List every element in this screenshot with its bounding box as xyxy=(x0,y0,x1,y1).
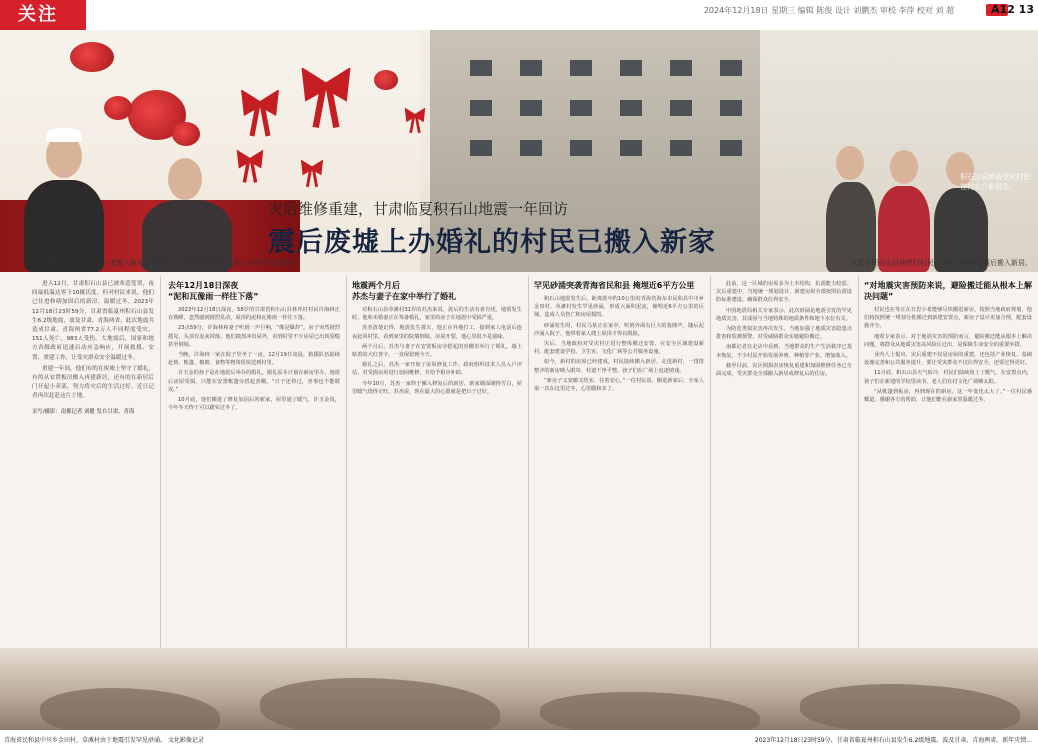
column-3 xyxy=(352,280,522,398)
body-paragraph: 今年10月，苏杰一家终于搬入修复后的新居。新家墙面刷得雪白，屋里暖气烧得正旺。苏杰说，现在最大的心愿就是把日子过好。 xyxy=(352,380,522,395)
column-divider xyxy=(160,276,161,706)
landslide-photo xyxy=(0,648,1038,730)
hero-photo xyxy=(0,30,1038,272)
white-cap xyxy=(46,128,82,142)
bow-knot-icon xyxy=(300,160,324,188)
body-paragraph: 23点59分，许海林和妻子听到一声巨响，“像是爆炸”。房子突然剧烈摇晃，头顶有泥灰掉落。他们摸黑冲出屋外，看到村里不少房屋已出现裂缝甚至倒塌。 xyxy=(168,325,340,348)
body-paragraph: 许玉金的孙子是在地震后举办的婚礼。婚礼原本计划在新房里办，地震后房屋受损，只能在安置帐篷旁搭起喜棚。“日子还得过，喜事也不能耽误。” xyxy=(168,370,340,393)
body-paragraph: 业内人士提出，灾后重建不仅是房屋的重建，还包括产业恢复、基础设施完善和公共服务提升，要让受灾群众不仅住得安全，还要过得更好。 xyxy=(864,352,1032,367)
section-label: 关注 xyxy=(0,0,86,30)
bow-knot-icon xyxy=(300,68,352,130)
body-paragraph: 为防范类似灾害再次发生，当地加强了地质灾害隐患点排查和监测预警，对受威胁群众实施避险搬迁。 xyxy=(716,326,852,341)
section-subheading: 罕见砂涌突袭青海省民和县 掩埋近6平方公里 xyxy=(534,281,695,290)
body-paragraph: 对积石山县草滩村31岁的苏杰来说，震后的生活有喜有忧。地震发生时，他和未婚妻正在筹备婚礼，家里的房子在地震中受损严重。 xyxy=(352,307,522,322)
body-paragraph: 村民也在等正在日思小希能够尽快搬进新房。按照当地政府规划，他们将按照统一规划分批搬迁到新建安置点，新房子设计更加合理，配套设施齐全。 xyxy=(864,307,1032,330)
body-paragraph: “新房子又宽敞又结实，住着安心。”一位村民说，搬进新家后，全家人第一次在这里过冬，心里暖和多了。 xyxy=(534,377,704,393)
body-paragraph: 地震专家表示，对于地震灾害的预防而言，避险搬迁能从根本上解决问题，将群众从地质灾害高风险区迁出，是保障生命安全的重要举措。 xyxy=(864,333,1032,348)
column-2 xyxy=(168,280,340,414)
body-paragraph: 苏杰清楚记得，地震发生那天，他正在外地打工，接到家人电话后连夜赶回村里。看到家里的院墙倒塌、房屋开裂，他心里很不是滋味。 xyxy=(352,325,522,340)
body-paragraph: 当晚，许海林一家在院子里坐了一夜。12月19日凌晨，救援队伍陆续赶到，帐篷、棉被、食物等物资很快送到村里。 xyxy=(168,352,340,367)
body-paragraph: 南都记者在走访中看到，当地群众的生产生活秩序已基本恢复，不少村民开始发展养殖、种植等产业，增加收入。 xyxy=(716,344,852,359)
photo-caption-right: 甘肃省积石山县林坪村村民在一起，家中在震后搬入新居。 xyxy=(850,259,1032,267)
headline-block xyxy=(268,198,808,272)
column-5 xyxy=(716,280,852,380)
column-divider xyxy=(528,276,529,706)
body-paragraph: 10月底，他们搬进了修复加固后的新家，屋里通了暖气，许玉金说，今年冬天终于可以踏实过冬了。 xyxy=(168,397,340,412)
lead-paragraph: 进入12月，甘肃积石山县已被寒意笼罩，夜间最低温达零下10摄氏度。但对村民来说，他们已住进修缮加固后的新房，温暖过冬。2023年12月18日23时59分，甘肃省临夏州积石山县发生6.2级地震，波及甘肃、青海两省，此次地震共造成甘肃、青海两省77.2万人不同程度受灾，151人死亡，983人受伤。大地震后，国家和地方各级政府迅速启动应急响应，开展救援、安置、重建工作，让受灾群众安全温暖过冬。 xyxy=(32,281,154,361)
footer-caption-left: 青海省民和县中川乡金田村，草滩村由于地震引发罕见砂涌。 文化影像记录 xyxy=(4,737,204,744)
column-divider xyxy=(346,276,347,706)
lantern-icon xyxy=(104,96,132,120)
lantern-icon xyxy=(70,42,114,72)
villager-head xyxy=(890,150,918,184)
column-divider xyxy=(710,276,711,706)
body-paragraph: 积石山地震发生后，距离震中约10公里的青海省海东市民和县中川乡金田村、草滩村发生罕见砂涌，形成大面积泥流，掩埋近6平方公里的区域，造成人员伤亡和房屋损毁。 xyxy=(534,296,704,319)
byline: 采写/摄影：南都记者 刘健 发自甘肃、青海 xyxy=(32,408,135,415)
bow-knot-icon xyxy=(236,150,264,184)
column-6 xyxy=(864,280,1032,406)
body-paragraph: 灾后，当地政府对受灾村庄进行整体搬迁安置，在安全区域建设新村，配套建设学校、卫生室、文化广场等公共服务设施。 xyxy=(534,341,704,356)
body-paragraph: 两个月后，苏杰与妻子在安置板房旁搭起的喜棚里举行了婚礼。墙上贴着的大红喜字，一直保留到今天。 xyxy=(352,343,522,359)
column-4 xyxy=(534,280,704,395)
section-subheading: 地震两个月后 苏杰与妻子在家中举行了婚礼 xyxy=(352,281,456,301)
headline-kicker: 灾后维修重建，甘肃临夏积石山地震一年回访 xyxy=(268,200,569,218)
edition-meta: 2024年12月18日 星期三 编辑 陈俊 设计 刘鹏杰 审校 李萍 校对 刘 超 xyxy=(703,6,954,15)
bow-knot-icon xyxy=(404,108,426,134)
body-paragraph: 重建一年间，他们有的在废墟上坚守了婚礼，有的从安置板房搬入再建新居，还有的在新居后门开起小卖部，努力将灾后的生活过好。近日记者再次赶赴这片土地。 xyxy=(32,365,154,400)
body-paragraph: 2023年12月18日深夜，58岁的甘肃省积石山县林坪村村民许海林正在熟睡，忽然感到剧烈晃动，屋顶的泥和瓦像雨一样往下落。 xyxy=(168,307,340,322)
body-paragraph: 截至目前，灾区倒损农房恢复重建和加固维修任务已全面完成，受灾群众全部搬入新居或修复后的住房。 xyxy=(716,362,852,378)
page-footer xyxy=(0,730,1038,750)
body-paragraph: 如今，新村的房屋已经建成，村民陆续搬入新居。走进新村，一排排整齐的新房映入眼帘，村道干净平整，孩子们在广场上追逐嬉戏。 xyxy=(534,359,704,374)
body-paragraph: 此前，这一区域的房屋多为土木结构，抗震能力较弱。灾后重建中，当地统一规划设计，新建房屋全部按照抗震设防标准建设，确保群众住得安全。 xyxy=(716,281,852,304)
page-header xyxy=(0,0,1038,30)
main-headline: 震后废墟上办婚礼的村民已搬入新家 xyxy=(268,227,716,258)
body-paragraph: 砂涌发生时，村民马某正在家中，听到外面有巨大的轰隆声，随后泥沙涌入院子，他带着家人爬上屋顶才得以脱险。 xyxy=(534,322,704,337)
body-paragraph: 中国地震局相关专家表示，此次砂涌是地震引发的罕见地质灾害，其成因与当地特殊的地质条件和地下水位有关。 xyxy=(716,307,852,322)
bride-head xyxy=(168,158,202,200)
photo-caption-left: 「今年10月，苏杰(右)一家搬入修复后的新居。/ 苏杰结婚时贴在墙上的喜字仍保留着。 xyxy=(32,259,303,267)
body-paragraph: 婚礼之后，苏杰一家开始了房屋修复工作。政府组织技术人员入户评估，对受损房屋进行加固维修，并给予相应补助。 xyxy=(352,362,522,377)
lantern-icon xyxy=(172,122,200,146)
footer-caption-right: 2023年12月18日23时59分，甘肃省临夏州积石山县发生6.2级地震，波及甘肃、青海两省。新年灾情... xyxy=(754,737,1032,744)
body-paragraph: 11月底，积石山县天气转冷，村民们陆续用上了暖气。在安置点内，孩子们在新建的学校里读书，老人们在村文化广场晒太阳。 xyxy=(864,370,1032,385)
section-subheading: 去年12月18日深夜 “泥和瓦像雨一样往下落” xyxy=(168,281,259,301)
villager-head xyxy=(836,146,864,180)
column-divider xyxy=(858,276,859,706)
body-paragraph: “从帐篷到板房，再到现在的新房，这一年变化太大了。”一位村民感慨道，感谢各方的帮助，让他们能在新家里温暖过冬。 xyxy=(864,388,1032,404)
photo-side-caption: 积石山县地震受灾村民在村头合影留念。 xyxy=(960,173,1030,191)
section-subheading: “对地震灾害预防来说，避险搬迁能从根本上解决问题” xyxy=(864,281,1032,301)
lantern-icon xyxy=(374,70,398,90)
page-number: A12 13 xyxy=(991,3,1034,16)
bow-knot-icon xyxy=(240,90,280,138)
column-intro xyxy=(32,280,154,416)
